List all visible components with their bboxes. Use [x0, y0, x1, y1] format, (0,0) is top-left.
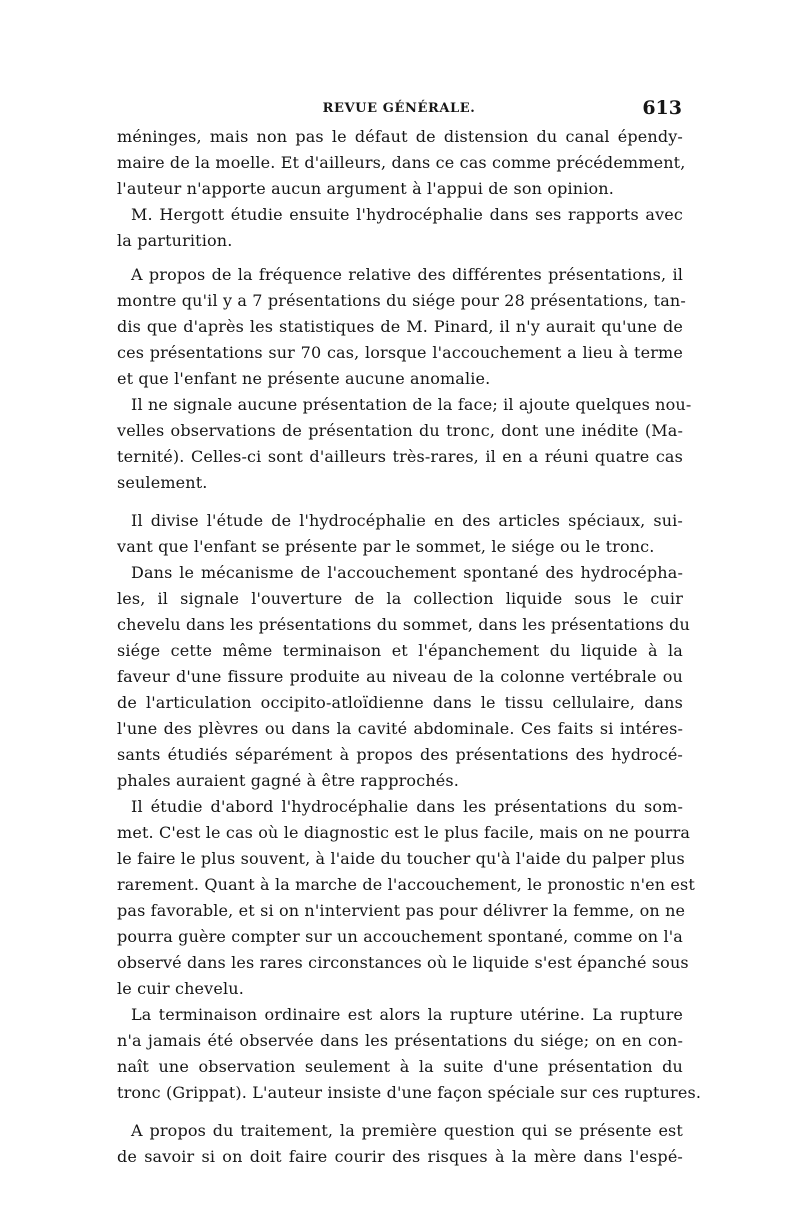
paragraph — [117, 202, 683, 254]
body-text — [117, 124, 702, 1170]
text-line: montre qu'il y a 7 présentations du siége pour 28 présentations, tan- — [117, 291, 686, 310]
text-line: vant que l'enfant se présente par le sommet, le siége ou le tronc. — [117, 537, 655, 556]
text-line: tronc (Grippat). L'auteur insiste d'une façon spéciale sur ces ruptures. — [117, 1083, 702, 1102]
text-line: naît une observation seulement à la suite d'une présentation du — [117, 1057, 683, 1076]
text-line: le faire le plus souvent, à l'aide du toucher qu'à l'aide du palper plus — [117, 849, 685, 868]
text-line: phales auraient gagné à être rapprochés. — [117, 771, 459, 790]
text-line: observé dans les rares circonstances où le liquide s'est épanché sous — [117, 953, 689, 972]
text-line: dis que d'après les statistiques de M. Pinard, il n'y aurait qu'une de — [117, 317, 683, 336]
text-line: de l'articulation occipito-atloïdienne dans le tissu cellulaire, dans — [117, 693, 683, 712]
paragraph — [117, 794, 695, 1002]
text-line: Il ne signale aucune présentation de la face; il ajoute quelques nou- — [131, 395, 692, 414]
text-line: Il étudie d'abord l'hydrocéphalie dans les présentations du som- — [131, 797, 683, 816]
text-line: ternité). Celles-ci sont d'ailleurs très-rares, il en a réuni quatre cas — [117, 447, 683, 466]
text-line: ces présentations sur 70 cas, lorsque l'accouchement a lieu à terme — [117, 343, 683, 362]
text-line: La terminaison ordinaire est alors la rupture utérine. La rupture — [131, 1005, 683, 1024]
paragraph — [117, 392, 692, 496]
page-number: 613 — [642, 97, 682, 119]
text-line: de savoir si on doit faire courir des risques à la mère dans l'espé- — [117, 1147, 683, 1166]
text-line: n'a jamais été observée dans les présentations du siége; on en con- — [117, 1031, 683, 1050]
paragraph-gap — [117, 1106, 683, 1118]
text-line: le cuir chevelu. — [117, 979, 244, 998]
paragraph — [117, 124, 686, 202]
text-line: l'auteur n'apporte aucun argument à l'appui de son opinion. — [117, 179, 614, 198]
text-line: pas favorable, et si on n'intervient pas pour délivrer la femme, on ne — [117, 901, 686, 920]
text-line: velles observations de présentation du tronc, dont une inédite (Ma- — [117, 421, 683, 440]
paragraph — [117, 508, 683, 560]
paragraph-gap — [117, 496, 683, 508]
text-line: Dans le mécanisme de l'accouchement spontané des hydrocépha- — [131, 563, 683, 582]
text-line: Il divise l'étude de l'hydrocéphalie en des articles spéciaux, sui- — [131, 511, 683, 530]
paragraph — [117, 1002, 702, 1106]
text-line: met. C'est le cas où le diagnostic est le plus facile, mais on ne pourra — [117, 823, 691, 842]
text-line: les, il signale l'ouverture de la collection liquide sous le cuir — [117, 589, 683, 608]
text-line: pourra guère compter sur un accouchement spontané, comme on l'a — [117, 927, 683, 946]
text-line: et que l'enfant ne présente aucune anomalie. — [117, 369, 491, 388]
text-line: seulement. — [117, 473, 208, 492]
paragraph-gap — [117, 254, 683, 262]
text-line: la parturition. — [117, 231, 233, 250]
text-line: A propos de la fréquence relative des différentes présentations, il — [131, 265, 683, 284]
text-line: faveur d'une fissure produite au niveau de la colonne vertébrale ou — [117, 667, 683, 686]
text-line: l'une des plèvres ou dans la cavité abdominale. Ces faits si intéres- — [117, 719, 683, 738]
text-line: rarement. Quant à la marche de l'accouchement, le pronostic n'en est — [117, 875, 695, 894]
running-header — [118, 98, 680, 122]
paragraph — [117, 1118, 683, 1170]
text-line: sants étudiés séparément à propos des présentations des hydrocé- — [117, 745, 683, 764]
paragraph — [117, 262, 686, 392]
text-line: A propos du traitement, la première question qui se présente est — [131, 1121, 683, 1140]
running-title: REVUE GÉNÉRALE. — [322, 101, 476, 116]
text-line: chevelu dans les présentations du sommet, dans les présentations du — [117, 615, 690, 634]
text-line: maire de la moelle. Et d'ailleurs, dans ce cas comme précédemment, — [117, 153, 686, 172]
text-line: siége cette même terminaison et l'épanchement du liquide à la — [117, 641, 683, 660]
text-line: méninges, mais non pas le défaut de distension du canal épendy- — [117, 127, 683, 146]
paragraph — [117, 560, 690, 794]
text-line: M. Hergott étudie ensuite l'hydrocéphalie dans ses rapports avec — [131, 205, 683, 224]
